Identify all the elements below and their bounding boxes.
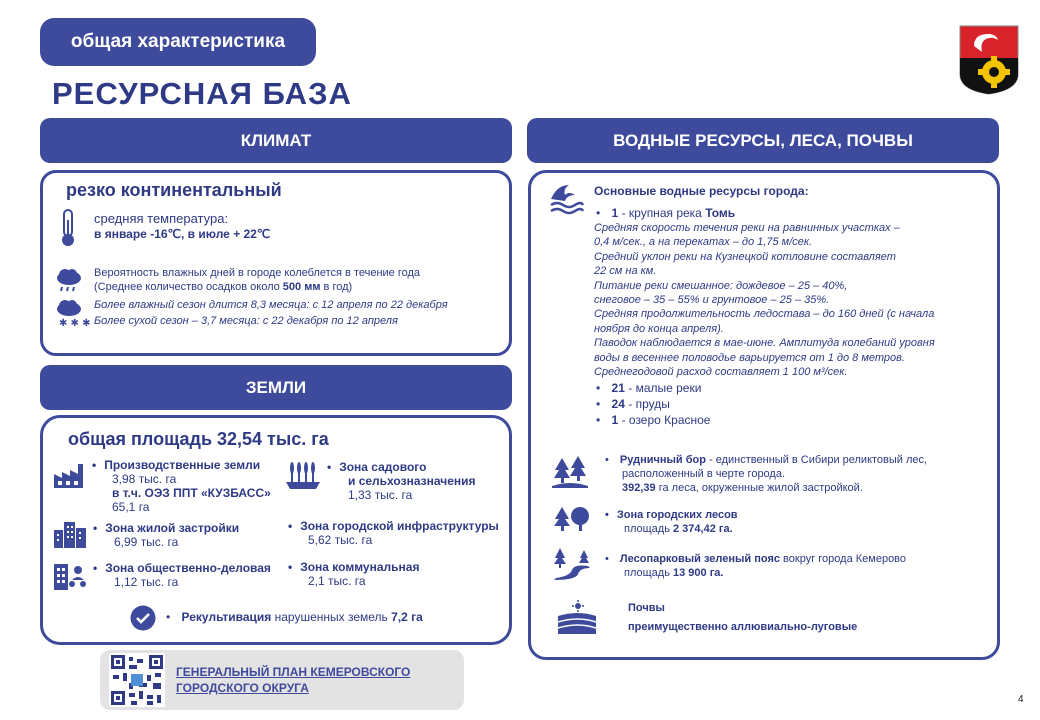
bor-text: - единственный в Сибири реликтовый лес,	[705, 454, 928, 466]
precipitation-value: 500 мм	[282, 281, 321, 293]
climate-header: КЛИМАТ	[40, 118, 512, 163]
business-label: • Зона общественно-деловая	[93, 561, 271, 576]
bor-label: Рудничный бор	[619, 454, 706, 466]
river-name: Томь	[705, 206, 736, 220]
soil-field-icon	[558, 600, 596, 634]
business-value: 1,12 тыс. га	[114, 575, 179, 589]
total-area: общая площадь 32,54 тыс. га	[68, 429, 329, 449]
small-rivers	[596, 381, 701, 396]
industrial-value: 3,98 тыс. га	[112, 472, 177, 486]
river-num: 1	[611, 206, 619, 220]
garden-value: 1,33 тыс. га	[348, 488, 413, 502]
page-title: РЕСУРСНАЯ БАЗА	[52, 76, 352, 111]
soils-value: преимущественно аллювиально-луговые	[628, 621, 858, 633]
small-rivers-text: - малые реки	[624, 381, 702, 395]
trees-icon	[552, 506, 592, 532]
green-belt	[605, 552, 906, 566]
climate-type: резко континентальный	[66, 180, 282, 200]
belt-text2: площадь	[624, 567, 673, 579]
lands-header: ЗЕМЛИ	[40, 365, 512, 410]
temp-label: средняя температура:	[94, 211, 229, 226]
river-detail: Средняя скорость течения реки на равнинных участках –	[594, 222, 900, 234]
river-tom	[596, 206, 735, 221]
residential-value: 6,99 тыс. га	[114, 535, 179, 549]
wave-icon	[549, 181, 583, 213]
communal-label: • Зона коммунальная	[288, 560, 419, 575]
river-text: - крупная река	[618, 206, 706, 220]
city-emblem	[958, 24, 1020, 96]
bor-value: 392,39	[622, 482, 656, 494]
qr-code[interactable]	[109, 653, 165, 707]
rain-cloud-icon	[55, 268, 83, 294]
ponds	[596, 397, 670, 412]
recultivation-label: Рекультивация	[181, 610, 272, 624]
urban-text: площадь	[624, 523, 673, 535]
belt-label: Лесопарковый зеленый пояс	[619, 553, 780, 565]
check-circle-icon	[130, 605, 156, 631]
bor-value-line	[622, 481, 863, 495]
small-rivers-num: 21	[611, 381, 625, 395]
snow-cloud-icon	[55, 299, 91, 329]
svg-text:✱ ✱ ✱: ✱ ✱ ✱	[59, 318, 91, 329]
forest-road-icon	[554, 546, 590, 580]
river-detail: 0,4 м/сек., а на перекатах – до 1,75 м/сек.	[594, 236, 813, 249]
industrial-sub-value: 65,1 га	[112, 500, 150, 514]
river-detail: 22 см на км.	[594, 265, 657, 278]
garden-label: • Зона садового	[327, 460, 426, 475]
recultivation-value: 7,2 га	[391, 610, 423, 624]
water-heading: Основные водные ресурсы города:	[594, 184, 809, 198]
humidity-text-end: в год)	[320, 281, 353, 293]
general-plan-link-line2[interactable]: ГОРОДСКОГО ОКРУГА	[176, 681, 309, 695]
pine-forest-icon	[552, 456, 588, 488]
bor-text2: расположенный в черте города.	[622, 468, 786, 480]
belt-text: вокруг города Кемерово	[780, 553, 907, 565]
lake-num: 1	[611, 413, 619, 427]
belt-value: 13 900 га.	[673, 567, 724, 579]
urban-forest-label: • Зона городских лесов	[605, 508, 738, 522]
bor-value-text: га леса, окруженные жилой застройкой.	[655, 482, 863, 494]
recultivation-text: нарушенных земель	[271, 610, 392, 624]
infra-label: • Зона городской инфраструктуры	[288, 519, 499, 534]
business-people-icon	[54, 562, 88, 592]
wheat-field-icon	[286, 460, 322, 490]
ponds-num: 24	[611, 397, 625, 411]
lake	[596, 413, 710, 428]
humidity-line2	[94, 280, 352, 294]
page-number: 4	[1018, 694, 1024, 705]
river-detail: Средняя продолжительность ледостава – до 160 дней (с начала	[594, 308, 935, 321]
thermometer-icon	[58, 208, 78, 248]
industrial-label: • Производственные земли	[92, 458, 260, 473]
garden-label-2: и сельхозназначения	[348, 474, 476, 488]
soils-title: Почвы	[628, 602, 665, 614]
residential-label: • Зона жилой застройки	[93, 521, 239, 536]
river-detail: Среднегодовой расход составляет 1 100 м³/сек.	[594, 366, 848, 379]
ponds-text: - пруды	[624, 397, 670, 411]
general-plan-link[interactable]	[176, 664, 410, 696]
river-detail: ноября до конца апреля).	[594, 322, 724, 335]
buildings-icon	[54, 520, 86, 548]
river-detail: Питание реки смешанное: дождевое – 25 – 40%,	[594, 279, 848, 292]
urban-value: 2 374,42 га.	[673, 523, 733, 535]
dry-season: Более сухой сезон – 3,7 месяца: с 22 декабря по 12 апреля	[94, 315, 398, 327]
river-detail: снеговое – 35 – 55% и грунтовое – 25 – 35%.	[594, 294, 830, 307]
industrial-sub-label: в т.ч. ОЭЗ ППТ «КУЗБАСС»	[112, 486, 271, 500]
bor	[605, 453, 927, 467]
general-plan-link-line1[interactable]: ГЕНЕРАЛЬНЫЙ ПЛАН КЕМЕРОВСКОГО	[176, 665, 411, 679]
urban-forest-area	[624, 522, 733, 536]
river-detail: Паводок наблюдается в мае-июне. Амплитуда колебаний уровня	[594, 337, 935, 350]
communal-value: 2,1 тыс. га	[308, 574, 366, 588]
river-detail: Средний уклон реки на Кузнецкой котловине составляет	[594, 250, 896, 263]
green-belt-area	[624, 566, 723, 580]
water-header: ВОДНЫЕ РЕСУРСЫ, ЛЕСА, ПОЧВЫ	[527, 118, 999, 163]
lake-text: - озеро Красное	[618, 413, 711, 427]
temp-values: в январе -16℃, в июле + 22℃	[94, 227, 271, 241]
humidity-line1: Вероятность влажных дней в городе колеблется в течение года	[94, 267, 421, 279]
river-detail: воды в весеннее половодье варьируется от 1 до 8 метров.	[594, 351, 905, 364]
factory-icon	[52, 460, 86, 490]
wet-season: Более влажный сезон длится 8,3 месяца: с 12 апреля по 22 декабря	[94, 299, 448, 311]
infra-value: 5,62 тыс. га	[308, 533, 373, 547]
river-details	[594, 221, 935, 379]
recultivation	[166, 610, 423, 625]
humidity-text: (Среднее количество осадков около	[94, 281, 283, 293]
section-pill: общая характеристика	[40, 18, 316, 66]
